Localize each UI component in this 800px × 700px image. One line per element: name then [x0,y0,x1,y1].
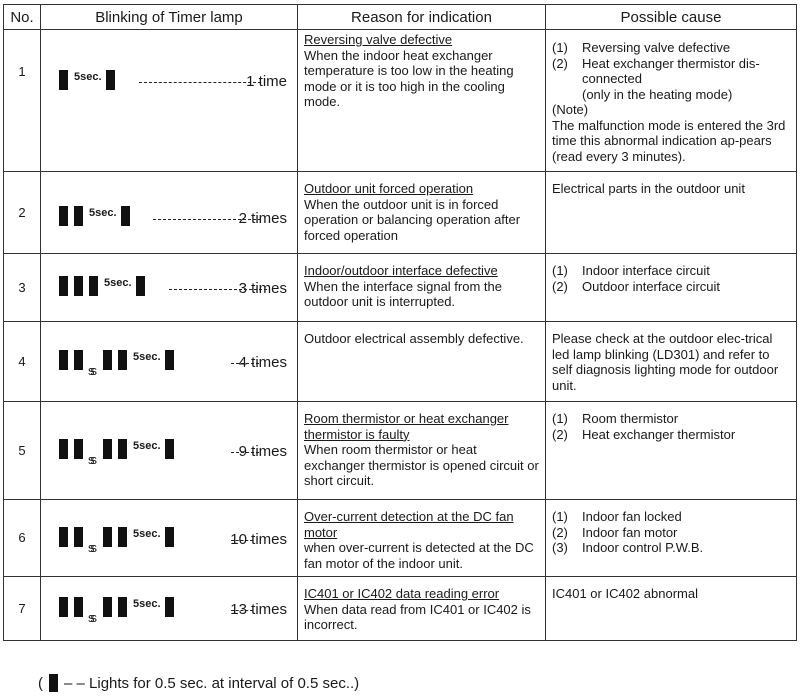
reason-heading: Over-current detection at the DC fan motor [304,509,514,540]
pulse-mark [59,276,68,296]
pulse-mark [165,439,174,459]
pulse-sequence [59,204,130,226]
pulse-mark [118,597,127,617]
pulse-mark [59,206,68,226]
cause-item: (2) Outdoor interface circuit [552,278,721,294]
blink-pattern [41,30,298,172]
pulse-mark [89,276,98,296]
blink-count: 2 times [238,210,287,227]
gap-label: 5sec. [133,440,161,453]
cause-item: (1) Indoor fan locked [552,509,682,524]
pulse-mark [165,527,174,547]
pulse-mark [74,350,83,370]
reason-heading: Outdoor unit forced operation [304,181,474,196]
blink-pattern [41,254,298,322]
reason-body: When room thermistor or heat exchanger thermistor is opened circuit or short circuit. [304,442,539,488]
blink-pattern [41,577,298,641]
cause-item: (3) Indoor control P.W.B. [552,540,704,555]
row-number: 4 [4,322,41,402]
blink-count: 13 times [230,601,287,618]
legend-pulse-mark [49,674,58,692]
reason-cell [298,254,546,322]
reason-cell [298,577,546,641]
pulse-mark [103,350,112,370]
reason-cell [298,402,546,500]
header-blinking: Blinking of Timer lamp [41,5,298,30]
blink-pattern [41,402,298,500]
pulse-mark [59,439,68,459]
reason-cell [298,500,546,577]
pulse-mark [121,206,130,226]
reason-heading: IC401 or IC402 data reading error [304,586,500,601]
header-reason: Reason for indication [298,5,546,30]
pulse-mark [74,527,83,547]
pulse-mark [74,597,83,617]
legend-open: ( [38,675,43,692]
row-number: 7 [4,577,41,641]
break-mark: ss [88,540,93,555]
cause-cell [546,577,797,641]
pulse-sequence [59,348,174,378]
row-number: 2 [4,172,41,254]
cause-item: (1) Indoor interface circuit [552,263,710,278]
pulse-mark [103,527,112,547]
pulse-sequence [59,525,174,555]
pulse-mark [59,70,68,90]
pulse-mark [118,350,127,370]
pulse-sequence [59,68,115,90]
cause-cell [546,254,797,322]
dash-line [139,82,261,83]
reason-body: When data read from IC401 or IC402 is incorrect. [304,601,531,632]
reason-cell [298,172,546,254]
cause-item: (2) Heat exchanger thermistor [552,426,736,442]
pulse-mark [59,527,68,547]
header-no: No. [4,5,41,30]
row-number: 3 [4,254,41,322]
pulse-sequence [59,274,145,296]
break-mark: ss [88,363,93,378]
reason-body: when over-current is detected at the DC fan motor of the indoor unit. [304,540,534,571]
pulse-sequence [59,595,174,625]
gap-label: 5sec. [133,528,161,541]
row-number: 1 [4,30,41,172]
gap-label: 5sec. [104,277,132,290]
reason-text: Outdoor electrical assembly defective. [304,331,524,346]
note-label: (Note) [552,102,589,117]
cause-cell [546,402,797,500]
pulse-mark [106,70,115,90]
pulse-mark [136,276,145,296]
reason-cell [298,30,546,172]
reason-cell [298,322,546,402]
reason-heading: Room thermistor or heat exchanger thermistor is faulty [304,411,509,442]
cause-cell [546,172,797,254]
pulse-mark [74,206,83,226]
gap-label: 5sec. [133,598,161,611]
blink-count: 9 times [238,443,287,460]
row-number: 6 [4,500,41,577]
table-row [4,500,797,577]
reason-heading: Reversing valve defective [304,32,453,47]
blink-count: 10 times [230,531,287,548]
break-mark: ss [88,452,93,467]
pulse-mark [59,597,68,617]
gap-label: 5sec. [133,351,161,364]
legend-text: – – Lights for 0.5 sec. at interval of 0.5 sec..) [64,675,360,692]
table-row [4,577,797,641]
cause-text: Please check at the outdoor elec-trical led lamp blinking (LD301) and refer to self diagnosis lighting mode for outdoor unit. [552,331,779,393]
cause-item: (2) Heat exchanger thermistor dis-connected [552,55,760,86]
pulse-mark [59,350,68,370]
timer-lamp-diagnosis-table [3,4,797,641]
table-row [4,322,797,402]
table-row [4,30,797,172]
cause-cell [546,322,797,402]
header-cause: Possible cause [546,5,797,30]
table-row [4,402,797,500]
blink-pattern [41,322,298,402]
gap-label: 5sec. [89,207,117,220]
pulse-mark [118,439,127,459]
blink-count: 4 times [238,354,287,371]
reason-body: When the outdoor unit is in forced operation or balancing operation after forced operation [304,196,521,243]
pulse-mark [165,350,174,370]
cause-indent: (only in the heating mode) [582,86,733,102]
cause-item: (2) Indoor fan motor [552,524,678,540]
blink-count: 1 time [246,73,287,90]
note-text: The malfunction mode is entered the 3rd time this abnormal indication ap-pears (read every 3 minutes). [552,117,786,164]
row-number: 5 [4,402,41,500]
table-row [4,172,797,254]
reason-body: When the interface signal from the outdoor unit is interrupted. [304,278,502,309]
pulse-mark [165,597,174,617]
blink-pattern [41,172,298,254]
legend [38,674,359,692]
blink-pattern [41,500,298,577]
break-mark: ss [88,610,93,625]
pulse-mark [74,276,83,296]
cause-item: (1) Reversing valve defective [552,40,731,55]
pulse-mark [118,527,127,547]
cause-cell [546,500,797,577]
pulse-sequence [59,437,174,467]
cause-item: (1) Room thermistor [552,411,679,426]
table-row [4,254,797,322]
gap-label: 5sec. [74,71,102,84]
pulse-mark [103,439,112,459]
pulse-mark [103,597,112,617]
reason-body: When the indoor heat exchanger temperature is too low in the heating mode or it is too high in the cooling mode. [304,47,514,109]
cause-text: IC401 or IC402 abnormal [552,586,698,601]
cause-text: Electrical parts in the outdoor unit [552,181,745,196]
blink-count: 3 times [238,280,287,297]
table-header-row [4,5,797,30]
pulse-mark [74,439,83,459]
cause-cell [546,30,797,172]
reason-heading: Indoor/outdoor interface defective [304,263,498,278]
